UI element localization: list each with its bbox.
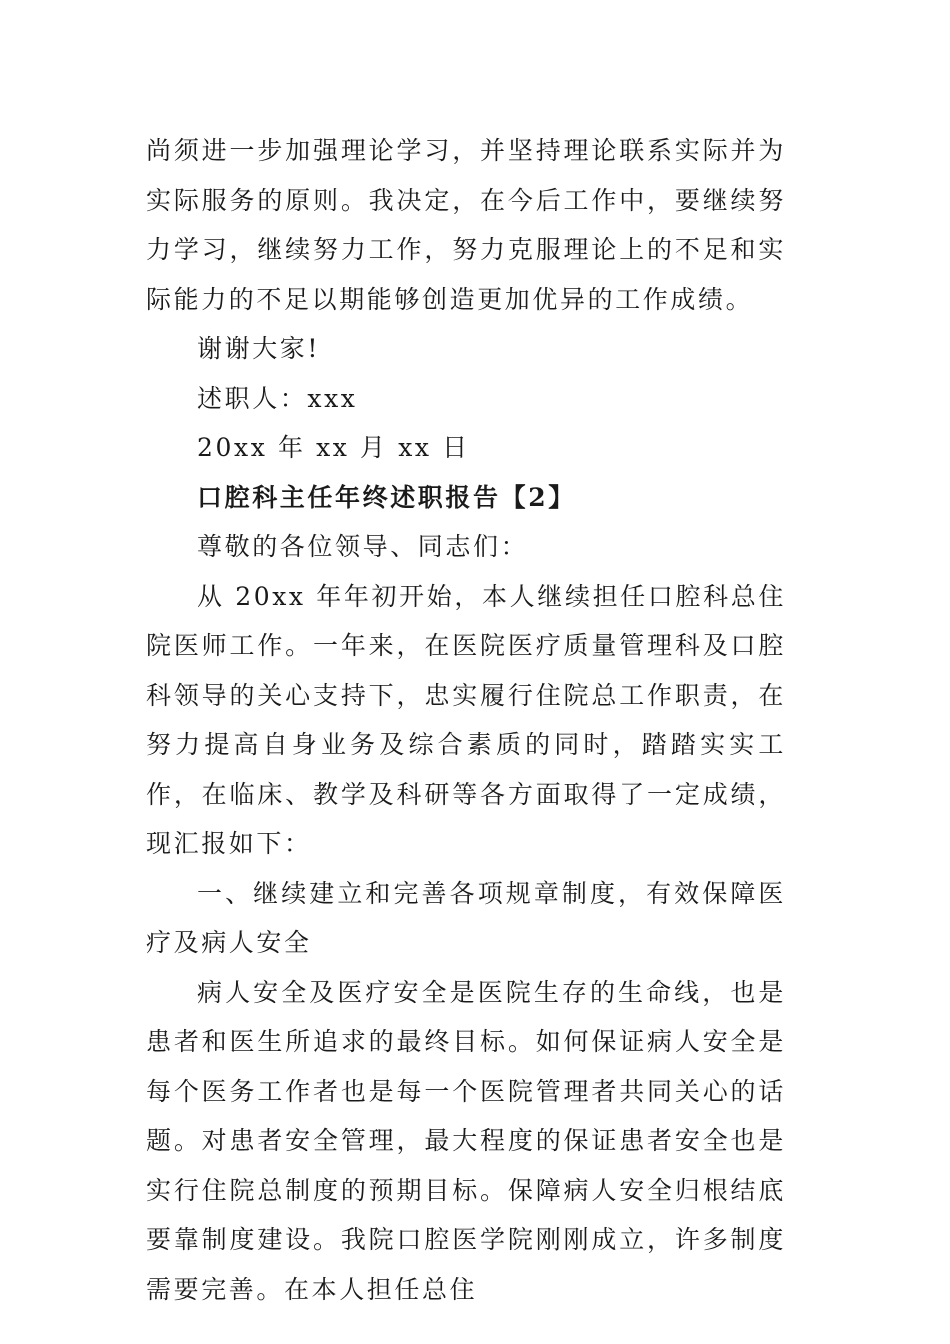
paragraph-thanks: 谢谢大家! bbox=[197, 334, 321, 363]
paragraph-intro: 从 20xx 年年初开始，本人继续担任口腔科总住院医师工作。一年来，在医院医疗质量管理科及口腔科领导的关心支持下，忠实履行住院总工作职责，在努力提高自身业务及综合素质的同时，踏踏实实工作，在临床、教学及科研等各方面取得了一定成绩，现汇报如下： bbox=[146, 581, 786, 858]
paragraph-continuation: 尚须进一步加强理论学习，并坚持理论联系实际并为实际服务的原则。我决定，在今后工作中，要继续努力学习，继续努力工作，努力克服理论上的不足和实际能力的不足以期能够创造更加优异的工作成绩。 bbox=[146, 136, 786, 314]
paragraph-body: 病人安全及医疗安全是医院生存的生命线，也是患者和医生所追求的最终目标。如何保证病人安全是每个医务工作者也是每一个医院管理者共同关心的话题。对患者安全管理，最大程度的保证患者安全也是实行住院总制度的预期目标。保障病人安全归根结底要靠制度建设。我院口腔医学院刚刚成立，许多制度需要完善。在本人担任总住 bbox=[146, 977, 786, 1304]
paragraph-salutation: 尊敬的各位领导、同志们： bbox=[197, 532, 529, 561]
paragraph-reporter: 述职人：xxx bbox=[197, 383, 358, 413]
document-body bbox=[146, 126, 786, 1314]
paragraph-date: 20xx 年 xx 月 xx 日 bbox=[197, 433, 470, 462]
paragraph-subheading: 一、继续建立和完善各项规章制度，有效保障医疗及病人安全 bbox=[146, 878, 786, 957]
section-title: 口腔科主任年终述职报告【2】 bbox=[197, 482, 576, 512]
